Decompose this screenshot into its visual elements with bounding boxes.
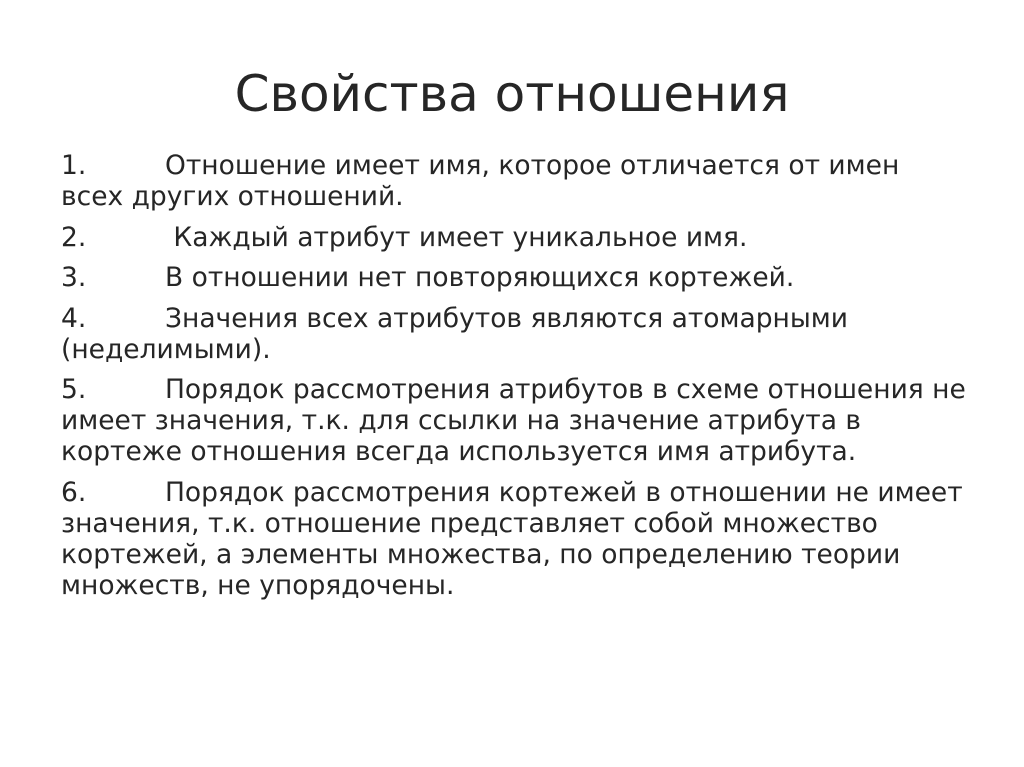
item-number: 6. — [61, 476, 87, 508]
item-text: Значения всех атрибутов являются атомарными (неделимыми). — [61, 302, 848, 365]
item-text: В отношении нет повторяющихся кортежей. — [165, 262, 795, 293]
item-number: 5. — [61, 374, 87, 405]
item-text: Порядок рассмотрения атрибутов в схеме отношения не имеет значения, т.к. для ссылки на значение атрибута в кортеже отношения всегда используется имя атрибута. — [61, 374, 966, 467]
list-item — [61, 222, 966, 253]
item-number: 1. — [61, 150, 87, 181]
item-text: Каждый атрибут имеет уникальное имя. — [165, 221, 748, 253]
slide-title: Свойства отношения — [234, 65, 790, 123]
list-item — [61, 150, 966, 212]
item-number: 2. — [61, 221, 87, 253]
item-number: 4. — [61, 302, 87, 334]
properties-list — [61, 150, 966, 610]
item-text: Порядок рассмотрения кортежей в отношении не имеет значения, т.к. отношение представляет собой множество кортежей, а элементы множества, по определению теории множеств, не упорядочены. — [61, 476, 963, 601]
item-number: 3. — [61, 262, 87, 293]
list-item — [61, 303, 966, 365]
list-item — [61, 374, 966, 467]
list-item — [61, 262, 966, 293]
item-text: Отношение имеет имя, которое отличается от имен всех других отношений. — [61, 150, 900, 212]
list-item — [61, 477, 966, 601]
